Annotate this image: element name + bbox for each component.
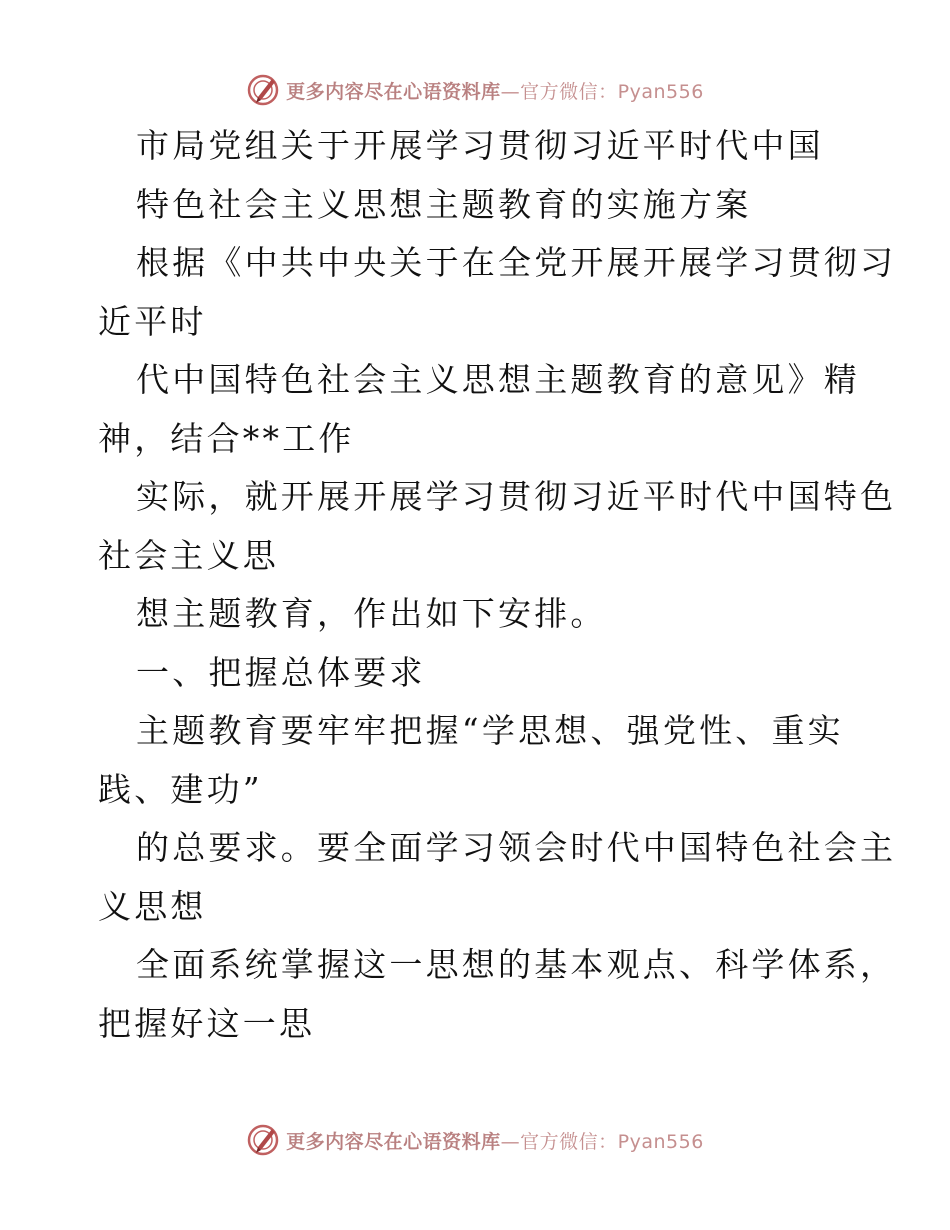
watermark-contact: 官方微信：Pyan556 bbox=[520, 1130, 704, 1153]
paragraph-line: 社会主义思 bbox=[98, 535, 279, 575]
watermark-text bbox=[286, 77, 704, 104]
paragraph-line: 想主题教育，作出如下安排。 bbox=[136, 594, 607, 633]
paragraph-line: 根据《中共中央关于在全党开展开展学习贯彻习 bbox=[136, 243, 897, 282]
footer-watermark bbox=[0, 1120, 950, 1160]
watermark-separator: — bbox=[500, 1130, 521, 1153]
pen-circle-icon bbox=[246, 1123, 280, 1157]
paragraph-line: 的总要求。要全面学习领会时代中国特色社会主 bbox=[136, 828, 897, 867]
watermark-separator: — bbox=[500, 80, 521, 103]
document-body bbox=[98, 117, 897, 1053]
paragraph-line: 代中国特色社会主义思想主题教育的意见》精 bbox=[136, 360, 860, 399]
watermark-contact: 官方微信：Pyan556 bbox=[520, 80, 704, 103]
watermark-brand: 更多内容尽在心语资料库 bbox=[286, 80, 501, 103]
header-watermark bbox=[0, 70, 950, 110]
paragraph-line: 近平时 bbox=[98, 301, 207, 341]
watermark-brand: 更多内容尽在心语资料库 bbox=[286, 1130, 501, 1153]
paragraph-line: 实际，就开展开展学习贯彻习近平时代中国特色 bbox=[136, 477, 897, 516]
paragraph-line: 神，结合**工作 bbox=[98, 418, 355, 458]
doc-title-line-2: 特色社会主义思想主题教育的实施方案 bbox=[136, 184, 752, 224]
paragraph-line: 主题教育要牢牢把握“学思想、强党性、重实 bbox=[136, 711, 844, 750]
doc-title-line-1: 市局党组关于开展学习贯彻习近平时代中国 bbox=[136, 126, 824, 165]
watermark-text bbox=[286, 1127, 704, 1154]
paragraph-line: 全面系统掌握这一思想的基本观点、科学体系， bbox=[136, 945, 897, 984]
paragraph-line: 践、建功” bbox=[98, 769, 263, 809]
pen-circle-icon bbox=[246, 73, 280, 107]
paragraph-line: 义思想 bbox=[98, 886, 207, 926]
section-heading: 一、把握总体要求 bbox=[136, 652, 426, 692]
paragraph-line: 把握好这一思 bbox=[98, 1003, 316, 1043]
